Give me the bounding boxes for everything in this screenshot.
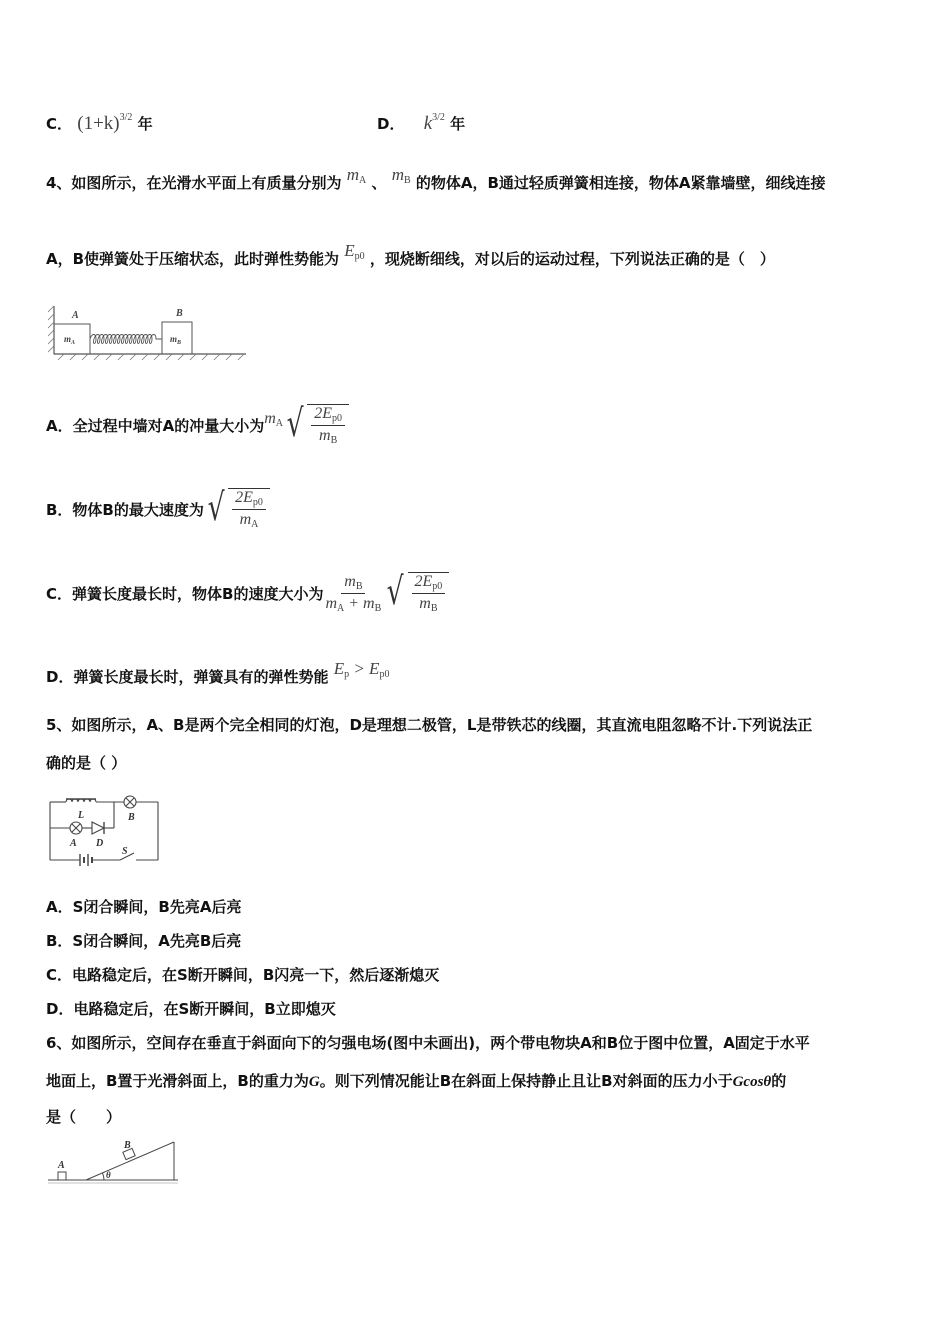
q4-option-c[interactable]: C．弹簧长度最长时，物体B的速度大小为 $\frac{m_B}{m_A + m_B}$ √ $\frac{2E_{p0}}{m_B}$ <box>46 572 449 614</box>
q4-option-a[interactable]: A．全过程中墙对A的冲量大小为 $m_A$ √ $\frac{2E_{p0}}{m_B}$ <box>46 404 349 446</box>
option-c-sqrt: √ $\frac{2E_{p0}}{m_B}$ <box>383 572 449 614</box>
q5-stem-line2: 确的是（ ） <box>46 754 127 772</box>
q5-option-b[interactable]: B．S闭合瞬间，A先亮B后亮 <box>46 932 242 950</box>
q4-stem-line2: A，B使弹簧处于压缩状态，此时弹性势能为 $E_{p0}$ ，现烧断细线，对以后的运动过程，下列说法正确的是（ ） <box>46 241 775 268</box>
q4-spring-figure <box>44 304 249 362</box>
q5-option-d[interactable]: D．电路稳定后，在S断开瞬间，B立即熄灭 <box>46 1000 336 1018</box>
ep0-symbol: $E_{p0}$ <box>344 241 365 262</box>
fig-label-a: A <box>70 838 77 849</box>
q4-option-d[interactable]: D．弹簧长度最长时，弹簧具有的弹性势能 $E_p > E_{p0}$ <box>46 659 390 686</box>
q4-option-b[interactable]: B．物体B的最大速度为 √ $\frac{2E_{p0}}{m_A}$ <box>46 488 270 530</box>
fig-label-a: A <box>72 310 79 321</box>
q3-option-c: C． $(1+k)^{3/2}$ 年 <box>46 112 153 134</box>
fig-label-b: B <box>176 308 183 319</box>
q6-stem-line1: 6、如图所示，空间存在垂直于斜面向下的匀强电场(图中未画出)，两个带电物块A和B位于图中位置，A固定于水平 <box>46 1034 810 1052</box>
fig-label-d: D <box>96 838 104 849</box>
q6-incline-figure <box>46 1138 181 1188</box>
option-a-coef: $m_A$ <box>264 409 284 429</box>
fig-block-a-mass: $m_A$ <box>64 334 76 346</box>
q5-circuit-figure <box>44 790 164 866</box>
mass-b-symbol: $m_B$ <box>391 165 411 186</box>
q5-option-c[interactable]: C．电路稳定后，在S断开瞬间，B闪亮一下，然后逐渐熄灭 <box>46 966 440 984</box>
q3-option-d: D． $k^{3/2}$ 年 <box>377 112 466 134</box>
mass-a-symbol: $m_A$ <box>346 165 367 186</box>
option-c-ratio: $\frac{m_B}{m_A + m_B}$ <box>325 572 382 614</box>
option-a-sqrt: √ $\frac{2E_{p0}}{m_B}$ <box>283 404 349 446</box>
fig-label-theta: θ <box>106 1170 111 1180</box>
q4-stem-line1: 4、如图所示，在光滑水平面上有质量分别为 $m_A$ 、 $m_B$ 的物体A，B通过轻质弹簧相连接，物体A紧靠墙壁，细线连接 <box>46 165 826 192</box>
option-b-sqrt: √ $\frac{2E_{p0}}{m_A}$ <box>204 488 270 530</box>
q5-stem-line1: 5、如图所示，A、B是两个完全相同的灯泡，D是理想二极管，L是带铁芯的线圈，其直流电阻忽略不计.下列说法正 <box>46 716 813 734</box>
option-d-math: k <box>423 113 433 134</box>
fig-label-b: B <box>124 1140 131 1151</box>
fig-label-s: S <box>122 846 128 857</box>
fig-label-a: A <box>58 1160 65 1171</box>
fig-block-b-mass: $m_B$ <box>170 334 182 346</box>
q6-stem-line2: 地面上，B置于光滑斜面上，B的重力为G。则下列情况能让B在斜面上保持静止且让B对斜面的压力小于Gcosθ的 <box>46 1072 787 1090</box>
q6-stem-line3: 是（ ） <box>46 1108 122 1126</box>
option-c-math: (1+k) <box>77 113 120 134</box>
q5-option-a[interactable]: A．S闭合瞬间，B先亮A后亮 <box>46 898 242 916</box>
fig-label-l: L <box>78 810 85 821</box>
option-d-inequality: $E_p > E_{p0}$ <box>333 659 390 680</box>
fig-label-b: B <box>128 812 135 823</box>
